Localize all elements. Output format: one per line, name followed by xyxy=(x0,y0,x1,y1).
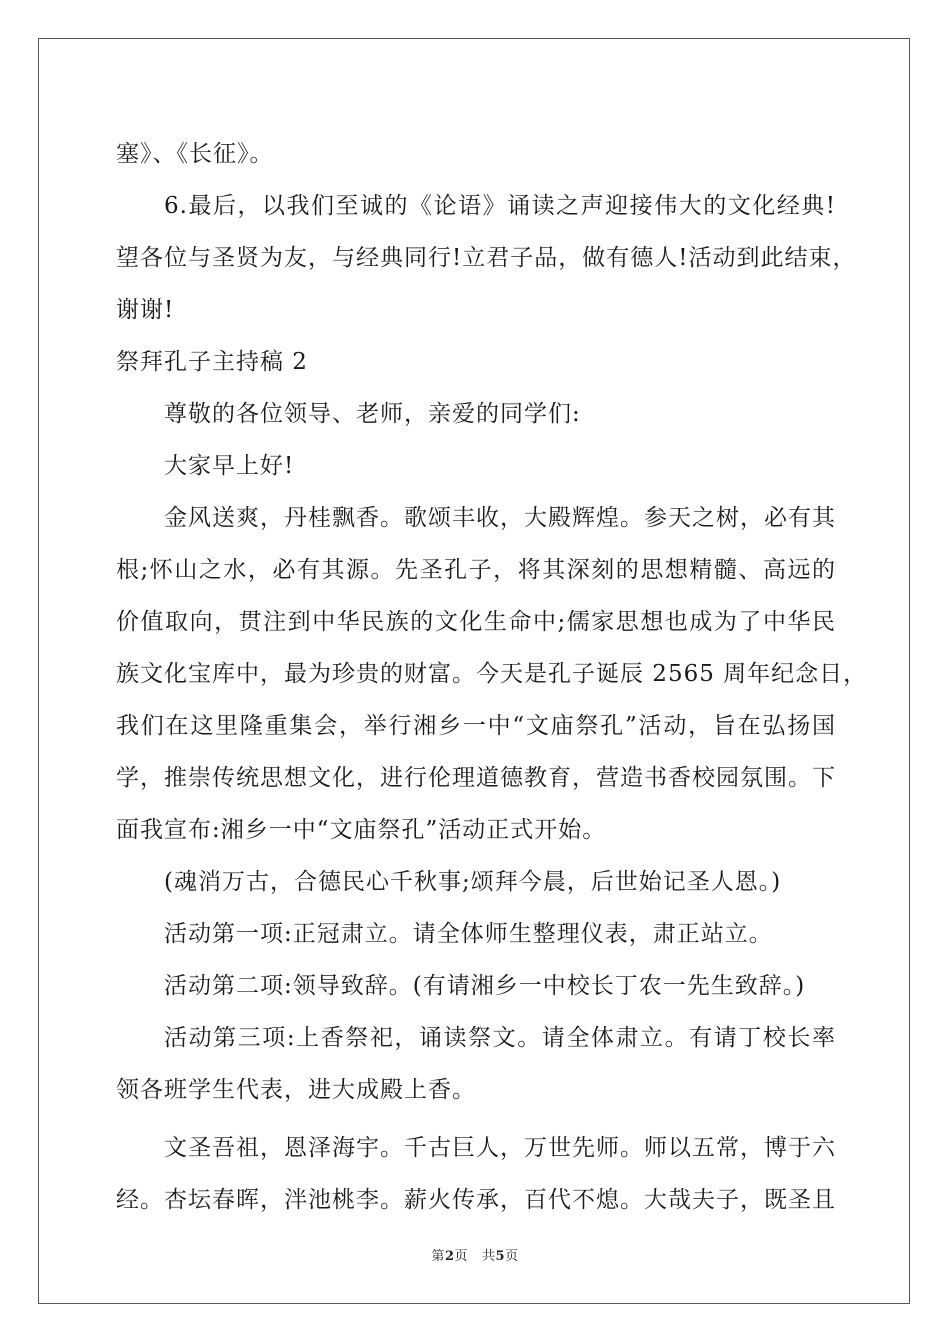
total-suffix: 页 xyxy=(505,1249,519,1264)
page-prefix: 第 xyxy=(431,1249,445,1264)
text-line: 领各班学生代表，进大成殿上香。 xyxy=(116,1077,476,1103)
text-line: 学，推崇传统思想文化，进行伦理道德教育，营造书香校园氛围。下 xyxy=(116,765,836,791)
text-line: 6.最后，以我们至诚的《论语》诵读之声迎接伟大的文化经典! xyxy=(164,193,836,219)
total-prefix: 共 xyxy=(482,1249,496,1264)
text-line: 大家早上好! xyxy=(164,453,295,479)
document-body xyxy=(116,128,868,1226)
page-footer xyxy=(0,1245,950,1264)
text-line: 价值取向，贯注到中华民族的文化生命中;儒家思想也成为了中华民 xyxy=(116,609,836,635)
text-line: 金风送爽，丹桂飘香。歌颂丰收，大殿辉煌。参天之树，必有其 xyxy=(164,505,836,531)
text-line: (魂消万古，合德民心千秋事;颂拜今晨，后世始记圣人恩。) xyxy=(164,869,782,895)
text-line: 塞》、《长征》。 xyxy=(116,141,274,167)
text-line: 面我宣布:湘乡一中“文庙祭孔”活动正式开始。 xyxy=(116,817,607,843)
text-line: 望各位与圣贤为友，与经典同行!立君子品，做有德人!活动到此结束， xyxy=(116,245,857,271)
text-line: 族文化宝库中，最为珍贵的财富。今天是孔子诞辰 2565 周年纪念日， xyxy=(116,661,868,687)
text-line: 我们在这里隆重集会，举行湘乡一中“文庙祭孔”活动，旨在弘扬国 xyxy=(116,713,836,739)
text-line: 文圣吾祖，恩泽海宇。千古巨人，万世先师。师以五常，博于六 xyxy=(164,1135,836,1161)
text-line: 根;怀山之水，必有其源。先圣孔子，将其深刻的思想精髓、高远的 xyxy=(116,557,836,583)
text-line: 活动第一项:正冠肃立。请全体师生整理仪表，肃正站立。 xyxy=(164,921,773,947)
section-title: 祭拜孔子主持稿 2 xyxy=(116,349,308,375)
text-line: 经。杏坛春晖，泮池桃李。薪火传承，百代不熄。大哉夫子，既圣且 xyxy=(116,1187,836,1213)
page-suffix: 页 xyxy=(454,1249,468,1264)
text-line: 活动第三项:上香祭祀，诵读祭文。请全体肃立。有请丁校长率 xyxy=(164,1025,836,1051)
page-number: 2 xyxy=(444,1249,455,1264)
text-line: 活动第二项:领导致辞。(有请湘乡一中校长丁农一先生致辞。) xyxy=(164,973,806,999)
total-pages: 5 xyxy=(495,1249,506,1264)
text-line: 谢谢! xyxy=(116,297,175,323)
text-line: 尊敬的各位领导、老师，亲爱的同学们: xyxy=(164,401,581,427)
